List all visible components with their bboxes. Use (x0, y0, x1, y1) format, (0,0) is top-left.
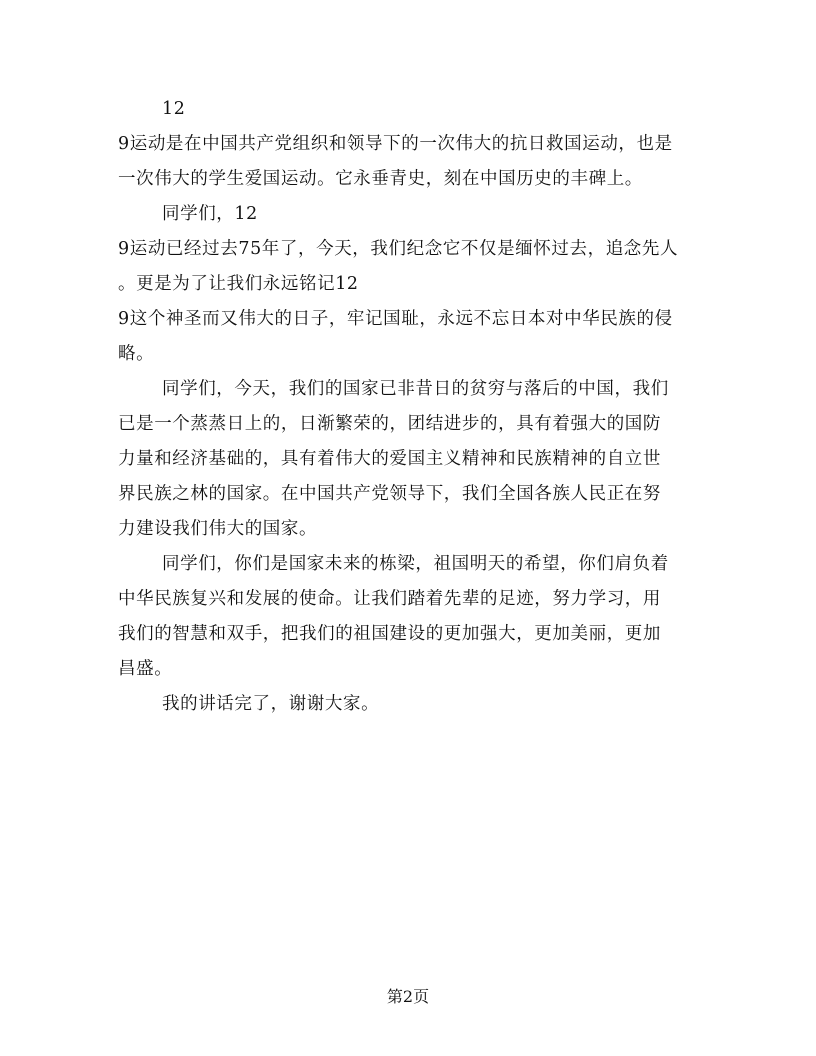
text-line: 9运动已经过去75年了，今天，我们纪念它不仅是缅怀过去，追念先人 (118, 239, 679, 259)
text-line: 9运动是在中国共产党组织和领导下的一次伟大的抗日救国运动，也是 (118, 134, 673, 154)
text-line: 一次伟大的学生爱国运动。它永垂青史，刻在中国历史的丰碑上。 (118, 169, 643, 189)
text-line: 界民族之林的国家。在中国共产党领导下，我们全国各族人民正在努 (118, 484, 661, 504)
text-line: 同学们，12 (162, 204, 258, 224)
page-number: 第2页 (386, 987, 430, 1006)
text-line: 。更是为了让我们永远铭记12 (118, 274, 359, 294)
text-line: 同学们，今天，我们的国家已非昔日的贫穷与落后的中国，我们 (162, 379, 669, 399)
text-line: 昌盛。 (118, 659, 173, 679)
text-line: 9这个神圣而又伟大的日子，牢记国耻，永远不忘日本对中华民族的侵 (118, 309, 673, 329)
text-line: 同学们，你们是国家未来的栋梁，祖国明天的希望，你们肩负着 (162, 554, 669, 574)
text-line: 12 (162, 99, 186, 119)
text-line: 我们的智慧和双手，把我们的祖国建设的更加强大，更加美丽，更加 (118, 624, 661, 644)
text-line: 中华民族复兴和发展的使命。让我们踏着先辈的足迹，努力学习，用 (118, 589, 661, 609)
text-line: 力建设我们伟大的国家。 (118, 519, 318, 539)
text-line: 我的讲话完了，谢谢大家。 (162, 694, 380, 714)
speech-body (118, 92, 698, 722)
text-line: 力量和经济基础的，具有着伟大的爱国主义精神和民族精神的自立世 (118, 449, 661, 469)
text-line: 略。 (118, 344, 155, 364)
text-line: 已是一个蒸蒸日上的，日渐繁荣的，团结进步的，具有着强大的国防 (118, 414, 661, 434)
